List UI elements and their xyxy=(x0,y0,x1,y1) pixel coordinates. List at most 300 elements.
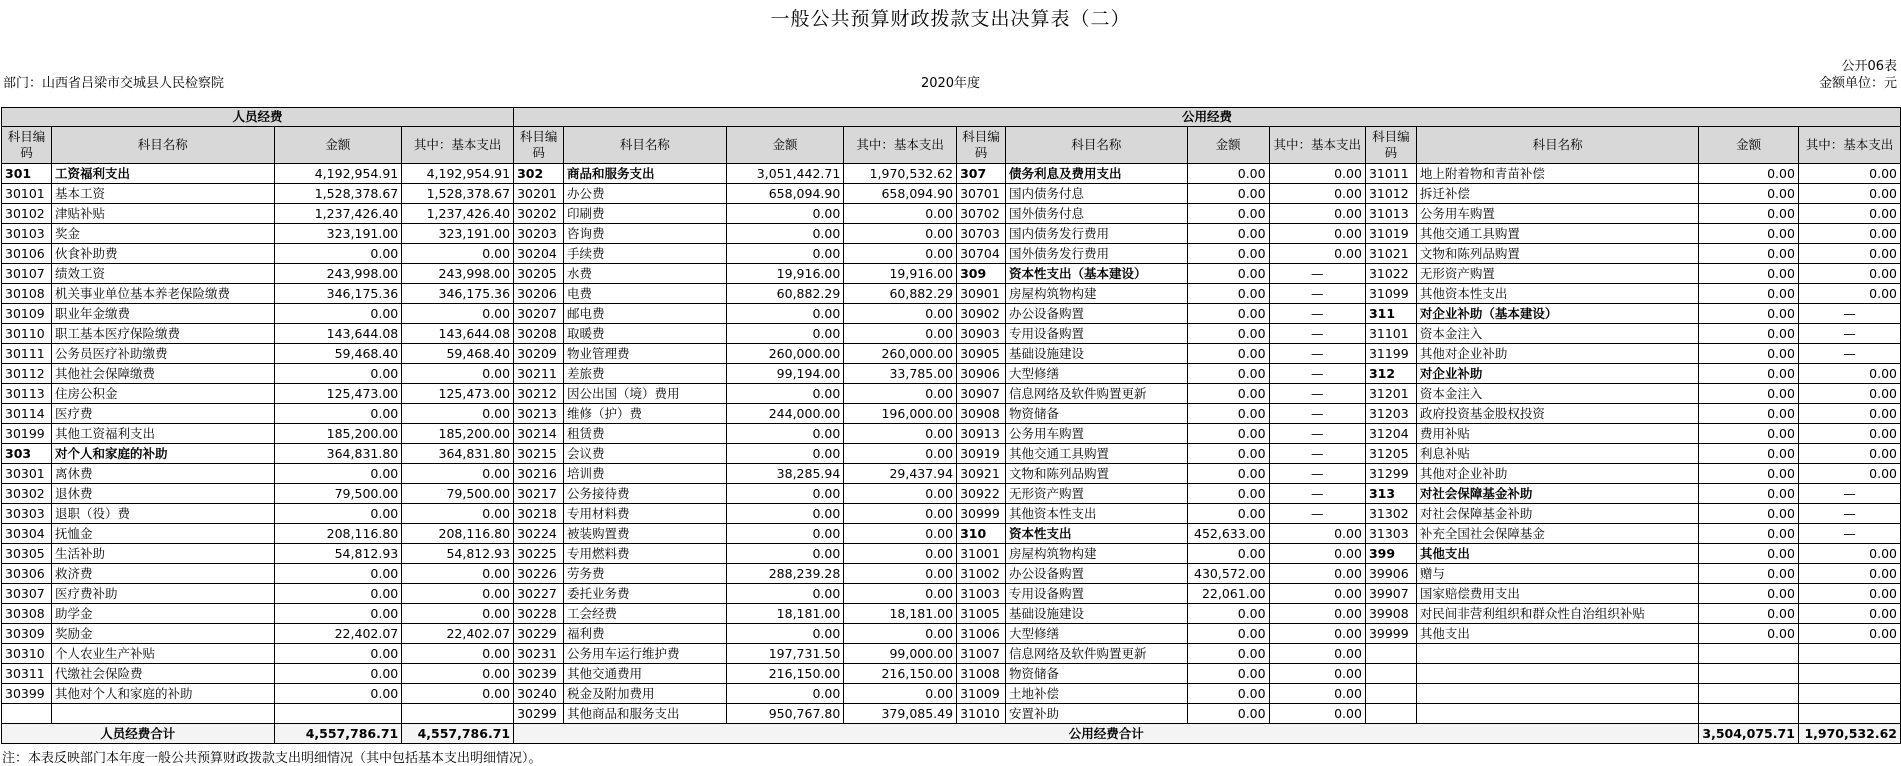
cell-basic xyxy=(402,704,514,724)
cell-amount: 243,998.00 xyxy=(274,264,402,284)
cell-code: 31299 xyxy=(1365,464,1416,484)
personnel-total-label: 人员经费合计 xyxy=(2,724,275,744)
cell-amount: 0.00 xyxy=(274,364,402,384)
cell-code: 31101 xyxy=(1365,324,1416,344)
cell-name: 职工基本医疗保险缴费 xyxy=(51,324,274,344)
cell-name: 办公费 xyxy=(564,184,727,204)
cell-amount: 0.00 xyxy=(726,484,844,504)
cell-amount: 0.00 xyxy=(1187,444,1269,464)
column-header-amount: 金额 xyxy=(1187,127,1269,164)
personnel-total-amount: 4,557,786.71 xyxy=(274,724,402,744)
cell-amount: 208,116.80 xyxy=(274,524,402,544)
cell-code: 31010 xyxy=(957,704,1006,724)
cell-basic: 33,785.00 xyxy=(844,364,957,384)
cell-code: 39906 xyxy=(1365,564,1416,584)
cell-name: 文物和陈列品购置 xyxy=(1416,244,1698,264)
cell-name xyxy=(1416,684,1698,704)
cell-code: 30907 xyxy=(957,384,1006,404)
form-code: 公开06表 xyxy=(1841,59,1897,74)
cell-amount: 0.00 xyxy=(1699,584,1799,604)
column-header-code: 科目编码 xyxy=(1365,127,1416,164)
cell-amount: 0.00 xyxy=(1187,284,1269,304)
cell-amount xyxy=(1699,684,1799,704)
cell-basic: 0.00 xyxy=(1269,704,1365,724)
cell-name: 税金及附加费用 xyxy=(564,684,727,704)
cell-basic: 364,831.80 xyxy=(402,444,514,464)
cell-name: 专用设备购置 xyxy=(1006,584,1188,604)
cell-code xyxy=(1365,664,1416,684)
cell-name: 文物和陈列品购置 xyxy=(1006,464,1188,484)
table-row xyxy=(2,684,1901,704)
cell-basic: 0.00 xyxy=(1798,604,1900,624)
cell-name: 费用补贴 xyxy=(1416,424,1698,444)
cell-amount: 0.00 xyxy=(1187,264,1269,284)
cell-name: 津贴补贴 xyxy=(51,204,274,224)
cell-amount: 99,194.00 xyxy=(726,364,844,384)
cell-basic: 0.00 xyxy=(844,584,957,604)
cell-basic: 0.00 xyxy=(1269,204,1365,224)
cell-basic: 0.00 xyxy=(844,684,957,704)
cell-basic: 0.00 xyxy=(402,564,514,584)
cell-amount: 0.00 xyxy=(274,244,402,264)
cell-amount: 0.00 xyxy=(726,224,844,244)
cell-amount: 3,051,442.71 xyxy=(726,164,844,184)
cell-code: 30227 xyxy=(514,584,564,604)
cell-basic: 0.00 xyxy=(1798,224,1900,244)
cell-basic: 243,998.00 xyxy=(402,264,514,284)
cell-code: 30308 xyxy=(2,604,52,624)
cell-amount: 1,528,378.67 xyxy=(274,184,402,204)
cell-amount: 0.00 xyxy=(1187,704,1269,724)
table-row xyxy=(2,704,1901,724)
cell-amount: 1,237,426.40 xyxy=(274,204,402,224)
cell-basic: — xyxy=(1269,264,1365,284)
cell-name: 咨询费 xyxy=(564,224,727,244)
cell-code: 31005 xyxy=(957,604,1006,624)
cell-name: 伙食补助费 xyxy=(51,244,274,264)
cell-basic: 0.00 xyxy=(844,504,957,524)
cell-name: 救济费 xyxy=(51,564,274,584)
cell-name: 赠与 xyxy=(1416,564,1698,584)
cell-code: 30703 xyxy=(957,224,1006,244)
cell-name: 对企业补助 xyxy=(1416,364,1698,384)
cell-amount: 0.00 xyxy=(274,664,402,684)
cell-name: 机关事业单位基本养老保险缴费 xyxy=(51,284,274,304)
cell-basic: 99,000.00 xyxy=(844,644,957,664)
cell-name: 基本工资 xyxy=(51,184,274,204)
cell-basic: 0.00 xyxy=(1798,424,1900,444)
expenditure-table xyxy=(1,107,1901,744)
cell-name: 其他交通工具购置 xyxy=(1006,444,1188,464)
cell-name xyxy=(1416,644,1698,664)
cell-code: 30299 xyxy=(514,704,564,724)
cell-name: 水费 xyxy=(564,264,727,284)
cell-basic: — xyxy=(1798,504,1900,524)
table-row xyxy=(2,644,1901,664)
cell-code: 30922 xyxy=(957,484,1006,504)
cell-name: 助学金 xyxy=(51,604,274,624)
cell-basic: — xyxy=(1269,324,1365,344)
personnel-total-basic: 4,557,786.71 xyxy=(402,724,514,744)
cell-amount: 0.00 xyxy=(1699,464,1799,484)
cell-amount: 125,473.00 xyxy=(274,384,402,404)
cell-name xyxy=(51,704,274,724)
cell-name: 委托业务费 xyxy=(564,584,727,604)
cell-code: 31008 xyxy=(957,664,1006,684)
cell-name: 资本金注入 xyxy=(1416,324,1698,344)
cell-name: 拆迁补偿 xyxy=(1416,184,1698,204)
cell-code: 30114 xyxy=(2,404,52,424)
cell-amount: 0.00 xyxy=(1699,184,1799,204)
cell-basic: 0.00 xyxy=(1269,644,1365,664)
cell-name: 房屋构筑物构建 xyxy=(1006,544,1188,564)
cell-code: 30908 xyxy=(957,404,1006,424)
cell-code: 30204 xyxy=(514,244,564,264)
cell-name: 手续费 xyxy=(564,244,727,264)
cell-code: 30302 xyxy=(2,484,52,504)
cell-name: 利息补贴 xyxy=(1416,444,1698,464)
cell-code: 30311 xyxy=(2,664,52,684)
table-row xyxy=(2,504,1901,524)
cell-basic xyxy=(1798,664,1900,684)
cell-amount: 0.00 xyxy=(1699,604,1799,624)
cell-name: 医疗费 xyxy=(51,404,274,424)
cell-code: 312 xyxy=(1365,364,1416,384)
cell-basic: 0.00 xyxy=(844,304,957,324)
cell-amount: 0.00 xyxy=(1699,324,1799,344)
cell-basic: 0.00 xyxy=(1798,164,1900,184)
cell-code: 30111 xyxy=(2,344,52,364)
cell-name: 资本性支出 xyxy=(1006,524,1188,544)
cell-basic: 346,175.36 xyxy=(402,284,514,304)
cell-amount: 0.00 xyxy=(1699,404,1799,424)
totals-row xyxy=(2,724,1901,744)
cell-basic: 0.00 xyxy=(402,604,514,624)
cell-basic: 0.00 xyxy=(402,304,514,324)
cell-code: 311 xyxy=(1365,304,1416,324)
cell-amount: 0.00 xyxy=(274,684,402,704)
cell-basic: — xyxy=(1269,304,1365,324)
cell-name: 公务用车购置 xyxy=(1416,204,1698,224)
cell-code: 302 xyxy=(514,164,564,184)
cell-amount: 38,285.94 xyxy=(726,464,844,484)
cell-code xyxy=(1365,704,1416,724)
column-header-name: 科目名称 xyxy=(1416,127,1698,164)
cell-amount: 0.00 xyxy=(1187,344,1269,364)
cell-basic: — xyxy=(1269,384,1365,404)
cell-code: 31013 xyxy=(1365,204,1416,224)
cell-basic: — xyxy=(1269,484,1365,504)
cell-name: 大型修缮 xyxy=(1006,624,1188,644)
cell-amount: 244,000.00 xyxy=(726,404,844,424)
cell-name: 其他交通工具购置 xyxy=(1416,224,1698,244)
cell-name: 其他交通费用 xyxy=(564,664,727,684)
cell-amount: 0.00 xyxy=(1699,284,1799,304)
cell-name: 其他支出 xyxy=(1416,624,1698,644)
cell-code xyxy=(1365,644,1416,664)
public-total-label: 公用经费合计 xyxy=(514,724,1699,744)
cell-name: 对社会保障基金补助 xyxy=(1416,504,1698,524)
cell-basic: 0.00 xyxy=(844,244,957,264)
cell-basic xyxy=(1798,644,1900,664)
cell-name: 劳务费 xyxy=(564,564,727,584)
cell-basic: 1,970,532.62 xyxy=(844,164,957,184)
cell-name: 其他工资福利支出 xyxy=(51,424,274,444)
column-header-basic: 其中：基本支出 xyxy=(844,127,957,164)
cell-basic: 60,882.29 xyxy=(844,284,957,304)
cell-name: 其他对个人和家庭的补助 xyxy=(51,684,274,704)
cell-basic: 0.00 xyxy=(1798,244,1900,264)
cell-code: 30702 xyxy=(957,204,1006,224)
cell-amount: 60,882.29 xyxy=(726,284,844,304)
cell-name: 商品和服务支出 xyxy=(564,164,727,184)
cell-code: 30218 xyxy=(514,504,564,524)
cell-name: 大型修缮 xyxy=(1006,364,1188,384)
cell-basic: 0.00 xyxy=(1269,224,1365,244)
cell-code: 30307 xyxy=(2,584,52,604)
cell-code: 31203 xyxy=(1365,404,1416,424)
cell-basic: 79,500.00 xyxy=(402,484,514,504)
cell-code: 301 xyxy=(2,164,52,184)
cell-name: 住房公积金 xyxy=(51,384,274,404)
cell-basic: 0.00 xyxy=(1269,544,1365,564)
column-header-amount: 金额 xyxy=(726,127,844,164)
cell-name: 资本金注入 xyxy=(1416,384,1698,404)
cell-code: 30102 xyxy=(2,204,52,224)
cell-code: 30209 xyxy=(514,344,564,364)
cell-basic: 0.00 xyxy=(1798,264,1900,284)
cell-name: 离休费 xyxy=(51,464,274,484)
column-header-basic: 其中：基本支出 xyxy=(1798,127,1900,164)
cell-name: 政府投资基金股权投资 xyxy=(1416,404,1698,424)
cell-amount xyxy=(1699,664,1799,684)
table-row xyxy=(2,564,1901,584)
cell-basic: — xyxy=(1798,344,1900,364)
cell-basic: 0.00 xyxy=(1798,444,1900,464)
cell-basic: — xyxy=(1269,284,1365,304)
column-header-basic: 其中：基本支出 xyxy=(1269,127,1365,164)
column-header-amount: 金额 xyxy=(274,127,402,164)
cell-code: 30205 xyxy=(514,264,564,284)
cell-code: 30212 xyxy=(514,384,564,404)
cell-code: 30214 xyxy=(514,424,564,444)
cell-amount: 79,500.00 xyxy=(274,484,402,504)
cell-basic: 0.00 xyxy=(844,544,957,564)
cell-basic: 1,237,426.40 xyxy=(402,204,514,224)
cell-amount: 22,402.07 xyxy=(274,624,402,644)
cell-name: 办公设备购置 xyxy=(1006,564,1188,584)
cell-amount: 0.00 xyxy=(1187,504,1269,524)
cell-basic: 0.00 xyxy=(844,424,957,444)
cell-name: 医疗费补助 xyxy=(51,584,274,604)
cell-code: 30901 xyxy=(957,284,1006,304)
cell-code: 31099 xyxy=(1365,284,1416,304)
cell-basic: 0.00 xyxy=(844,444,957,464)
cell-code: 31022 xyxy=(1365,264,1416,284)
cell-code: 31011 xyxy=(1365,164,1416,184)
cell-code: 30229 xyxy=(514,624,564,644)
cell-code: 307 xyxy=(957,164,1006,184)
cell-name: 物业管理费 xyxy=(564,344,727,364)
public-total-amount: 3,504,075.71 xyxy=(1699,724,1799,744)
cell-name: 其他商品和服务支出 xyxy=(564,704,727,724)
cell-basic: 0.00 xyxy=(1798,544,1900,564)
cell-basic: — xyxy=(1798,304,1900,324)
cell-amount: 54,812.93 xyxy=(274,544,402,564)
cell-basic: — xyxy=(1798,484,1900,504)
cell-amount: 0.00 xyxy=(1187,204,1269,224)
cell-code: 30306 xyxy=(2,564,52,584)
cell-code: 30206 xyxy=(514,284,564,304)
cell-amount: 197,731.50 xyxy=(726,644,844,664)
cell-amount: 216,150.00 xyxy=(726,664,844,684)
cell-amount: 0.00 xyxy=(1699,624,1799,644)
cell-code: 30113 xyxy=(2,384,52,404)
cell-basic: 0.00 xyxy=(844,624,957,644)
cell-name: 国内债务付息 xyxy=(1006,184,1188,204)
cell-basic: 54,812.93 xyxy=(402,544,514,564)
cell-basic: 185,200.00 xyxy=(402,424,514,444)
column-header-basic: 其中：基本支出 xyxy=(402,127,514,164)
cell-amount: 185,200.00 xyxy=(274,424,402,444)
cell-basic: 0.00 xyxy=(1798,364,1900,384)
cell-code: 30211 xyxy=(514,364,564,384)
cell-amount: 0.00 xyxy=(726,504,844,524)
cell-code: 30231 xyxy=(514,644,564,664)
table-row xyxy=(2,244,1901,264)
cell-name: 代缴社会保险费 xyxy=(51,664,274,684)
cell-code: 31204 xyxy=(1365,424,1416,444)
cell-code: 31001 xyxy=(957,544,1006,564)
cell-basic: — xyxy=(1269,404,1365,424)
cell-basic: 0.00 xyxy=(402,644,514,664)
cell-basic: — xyxy=(1798,324,1900,344)
cell-basic: 0.00 xyxy=(1269,244,1365,264)
cell-basic: 18,181.00 xyxy=(844,604,957,624)
department-label: 部门：山西省吕梁市交城县人民检察院 xyxy=(3,76,225,91)
cell-code: 30905 xyxy=(957,344,1006,364)
cell-name: 租赁费 xyxy=(564,424,727,444)
cell-amount: 0.00 xyxy=(274,504,402,524)
cell-name: 对民间非营利组织和群众性自治组织补贴 xyxy=(1416,604,1698,624)
cell-amount: 0.00 xyxy=(1187,644,1269,664)
cell-basic: 0.00 xyxy=(1269,164,1365,184)
cell-basic: — xyxy=(1269,344,1365,364)
table-row xyxy=(2,344,1901,364)
cell-amount: 19,916.00 xyxy=(726,264,844,284)
cell-name: 职业年金缴费 xyxy=(51,304,274,324)
cell-amount: 22,061.00 xyxy=(1187,584,1269,604)
table-row xyxy=(2,264,1901,284)
cell-name: 补充全国社会保障基金 xyxy=(1416,524,1698,544)
cell-amount xyxy=(1699,704,1799,724)
cell-name: 其他支出 xyxy=(1416,544,1698,564)
cell-basic: 0.00 xyxy=(1798,584,1900,604)
cell-basic: 0.00 xyxy=(844,524,957,544)
cell-amount: 288,239.28 xyxy=(726,564,844,584)
cell-name: 电费 xyxy=(564,284,727,304)
cell-name: 基础设施建设 xyxy=(1006,344,1188,364)
cell-basic: 1,528,378.67 xyxy=(402,184,514,204)
cell-code: 30303 xyxy=(2,504,52,524)
cell-amount: 0.00 xyxy=(274,564,402,584)
table-row xyxy=(2,364,1901,384)
cell-code: 30701 xyxy=(957,184,1006,204)
cell-name: 专用设备购置 xyxy=(1006,324,1188,344)
cell-basic: 0.00 xyxy=(1798,464,1900,484)
cell-code: 31003 xyxy=(957,584,1006,604)
cell-basic: 0.00 xyxy=(844,224,957,244)
cell-amount: 0.00 xyxy=(726,524,844,544)
personnel-header: 人员经费 xyxy=(2,108,514,127)
table-row xyxy=(2,224,1901,244)
cell-name: 奖励金 xyxy=(51,624,274,644)
cell-amount: 0.00 xyxy=(726,384,844,404)
cell-amount: 0.00 xyxy=(1187,464,1269,484)
cell-code: 30903 xyxy=(957,324,1006,344)
cell-code: 30239 xyxy=(514,664,564,684)
table-row xyxy=(2,204,1901,224)
cell-amount: 0.00 xyxy=(1187,364,1269,384)
cell-basic: — xyxy=(1269,504,1365,524)
report-title: 一般公共预算财政拨款支出决算表（二） xyxy=(770,8,1131,30)
cell-amount: 430,572.00 xyxy=(1187,564,1269,584)
cell-name: 生活补助 xyxy=(51,544,274,564)
cell-code: 30207 xyxy=(514,304,564,324)
cell-name: 对社会保障基金补助 xyxy=(1416,484,1698,504)
cell-code: 39999 xyxy=(1365,624,1416,644)
cell-code: 31303 xyxy=(1365,524,1416,544)
cell-amount: 0.00 xyxy=(1187,624,1269,644)
cell-name: 基础设施建设 xyxy=(1006,604,1188,624)
cell-amount: 950,767.80 xyxy=(726,704,844,724)
cell-code: 31021 xyxy=(1365,244,1416,264)
cell-name: 因公出国（境）费用 xyxy=(564,384,727,404)
cell-code: 30309 xyxy=(2,624,52,644)
cell-amount: 346,175.36 xyxy=(274,284,402,304)
cell-name: 培训费 xyxy=(564,464,727,484)
cell-name: 国家赔偿费用支出 xyxy=(1416,584,1698,604)
cell-code: 30208 xyxy=(514,324,564,344)
cell-name: 国外债务发行费用 xyxy=(1006,244,1188,264)
cell-amount: 0.00 xyxy=(1187,424,1269,444)
cell-name: 其他资本性支出 xyxy=(1006,504,1188,524)
cell-basic: 29,437.94 xyxy=(844,464,957,484)
cell-amount: 143,644.08 xyxy=(274,324,402,344)
cell-name: 房屋构筑物构建 xyxy=(1006,284,1188,304)
cell-name: 地上附着物和青苗补偿 xyxy=(1416,164,1698,184)
cell-basic: 143,644.08 xyxy=(402,324,514,344)
cell-basic: 0.00 xyxy=(844,484,957,504)
column-header-code: 科目编码 xyxy=(957,127,1006,164)
cell-name: 对个人和家庭的补助 xyxy=(51,444,274,464)
cell-basic: — xyxy=(1269,424,1365,444)
cell-basic: 196,000.00 xyxy=(844,404,957,424)
cell-code: 30224 xyxy=(514,524,564,544)
cell-name: 差旅费 xyxy=(564,364,727,384)
table-row xyxy=(2,444,1901,464)
cell-basic: 0.00 xyxy=(844,204,957,224)
cell-amount: 59,468.40 xyxy=(274,344,402,364)
cell-basic: 0.00 xyxy=(1798,204,1900,224)
cell-basic: 0.00 xyxy=(1269,184,1365,204)
cell-basic: 0.00 xyxy=(402,504,514,524)
cell-code: 30201 xyxy=(514,184,564,204)
cell-amount: 0.00 xyxy=(1699,304,1799,324)
cell-code: 30902 xyxy=(957,304,1006,324)
cell-name: 取暖费 xyxy=(564,324,727,344)
cell-amount: 0.00 xyxy=(1187,684,1269,704)
